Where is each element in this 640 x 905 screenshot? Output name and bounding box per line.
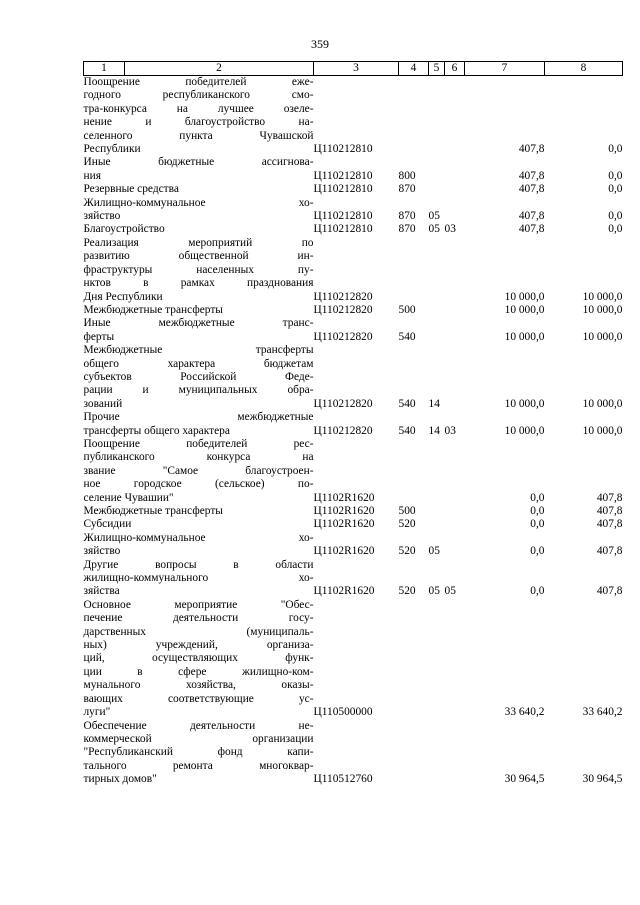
- table-row: [84, 532, 623, 559]
- row-value-8: 30 964,5: [582, 773, 623, 786]
- page-number: 359: [311, 37, 329, 51]
- row-pr: [445, 505, 465, 518]
- row-pr: [445, 197, 465, 224]
- row-name-line: ное городское (сельское) по-: [83, 478, 314, 491]
- row-name-line: тального ремонта многоквар-: [83, 759, 314, 772]
- row-name: [84, 344, 314, 411]
- row-pr: 03: [444, 424, 456, 437]
- row-rz: 05: [428, 223, 440, 236]
- row-name-line: дарственных (муниципаль-: [83, 625, 314, 638]
- row-name-line: Межбюджетные трансферты: [83, 303, 223, 316]
- column-header: 8: [545, 62, 623, 76]
- row-code: Ц110212820: [313, 424, 373, 437]
- row-name-line: Республики: [83, 143, 141, 156]
- row-value-7: 0,0: [530, 545, 545, 558]
- row-value-8: 10 000,0: [582, 424, 623, 437]
- row-pr: 03: [444, 223, 456, 236]
- row-value-7: 407,8: [518, 183, 545, 196]
- row-value-7: 10 000,0: [504, 424, 545, 437]
- row-name: [84, 505, 314, 518]
- table-row: [84, 197, 623, 224]
- row-vr: 520: [398, 585, 416, 598]
- row-name-line: общего характера бюджетам: [83, 357, 314, 370]
- row-value-8: 407,8: [596, 518, 623, 531]
- row-name-line: "Республиканский фонд капи-: [83, 746, 314, 759]
- row-code: Ц110212810: [313, 183, 373, 196]
- row-name-line: субъектов Российской Феде-: [83, 370, 314, 383]
- row-value-7: 0,0: [530, 585, 545, 598]
- row-code: Ц110500000: [313, 706, 373, 719]
- row-value-8: 407,8: [596, 585, 623, 598]
- row-rz: [429, 438, 445, 505]
- table-row: [84, 599, 623, 720]
- row-code: Ц110212810: [313, 169, 373, 182]
- row-name-line: Обеспечение деятельности не-: [83, 719, 314, 732]
- row-vr: [399, 438, 429, 505]
- row-pr: [445, 438, 465, 505]
- column-header: 1: [84, 62, 125, 76]
- row-code: Ц110512760: [313, 773, 373, 786]
- row-name: [84, 223, 314, 236]
- row-name-line: зований: [83, 397, 123, 410]
- row-rz: 05: [428, 210, 440, 223]
- row-vr: 540: [398, 330, 416, 343]
- row-name: [84, 197, 314, 224]
- row-pr: [445, 599, 465, 720]
- row-name-line: Резервные средства: [83, 183, 179, 196]
- row-rz: [429, 304, 445, 317]
- row-vr: 870: [398, 223, 416, 236]
- row-name-line: ных) учреждений, организа-: [83, 639, 314, 652]
- table-row: [84, 344, 623, 411]
- row-name: [84, 532, 314, 559]
- row-value-7: 0,0: [530, 518, 545, 531]
- row-rz: [429, 505, 445, 518]
- table-row: [84, 411, 623, 438]
- column-header: 2: [125, 62, 314, 76]
- row-name-line: коммерческой организации: [83, 732, 314, 745]
- row-vr: 540: [398, 424, 416, 437]
- row-pr: [445, 304, 465, 317]
- row-name-line: Жилищно-коммунальное хо-: [83, 196, 314, 209]
- row-pr: [445, 317, 465, 344]
- row-name-line: Другие вопросы в области: [83, 558, 314, 571]
- row-name-line: Межбюджетные трансферты: [83, 505, 223, 517]
- row-name-line: Субсидии: [83, 518, 132, 531]
- row-name-line: селение Чувашии": [83, 491, 174, 504]
- row-value-7: 10 000,0: [504, 303, 545, 316]
- table-row: [84, 304, 623, 317]
- budget-table: [83, 61, 623, 787]
- row-name-line: годного республиканского смо-: [83, 89, 314, 102]
- row-name-line: Прочие межбюджетные: [83, 411, 314, 424]
- row-pr: [445, 720, 465, 787]
- row-name-line: ций, осуществляющих функ-: [83, 652, 314, 665]
- row-name: [84, 156, 314, 183]
- row-name-line: рации и муниципальных обра-: [83, 384, 314, 397]
- row-name-line: Поощрение победителей еже-: [83, 76, 314, 88]
- column-header: 6: [445, 62, 465, 76]
- row-vr: 870: [398, 183, 416, 196]
- row-name-line: селенного пункта Чувашской: [83, 129, 314, 142]
- row-rz: [429, 518, 445, 531]
- row-value-8: 407,8: [596, 505, 623, 517]
- row-code: Ц110212810: [313, 143, 373, 156]
- column-header: 7: [465, 62, 545, 76]
- row-pr: [445, 156, 465, 183]
- table-row: [84, 438, 623, 505]
- row-name-line: развитию общественной ин-: [83, 250, 314, 263]
- row-name-line: нктов в рамках празднования: [83, 277, 314, 290]
- row-name: [84, 304, 314, 317]
- row-value-8: 10 000,0: [582, 303, 623, 316]
- row-name-line: трансферты общего характера: [83, 424, 230, 437]
- row-value-7: 0,0: [530, 505, 545, 517]
- table-header-row: [84, 62, 623, 76]
- row-value-8: 0,0: [608, 210, 623, 223]
- row-rz: 05: [428, 585, 440, 598]
- table-row: [84, 505, 623, 518]
- row-name-line: зяйства: [83, 585, 120, 598]
- row-vr: 800: [398, 169, 416, 182]
- table-row: [84, 76, 623, 157]
- row-value-8: 0,0: [608, 183, 623, 196]
- row-pr: [445, 76, 465, 157]
- table-row: [84, 720, 623, 787]
- row-name: [84, 317, 314, 344]
- row-name-line: ферты: [83, 330, 115, 343]
- row-name: [84, 237, 314, 304]
- row-rz: [429, 76, 445, 157]
- row-name: [84, 183, 314, 196]
- row-value-7: 10 000,0: [504, 330, 545, 343]
- row-value-7: 407,8: [518, 169, 545, 182]
- row-code: Ц1102R1620: [313, 505, 375, 517]
- row-value-8: 0,0: [608, 143, 623, 156]
- row-rz: [429, 720, 445, 787]
- row-pr: [445, 344, 465, 411]
- row-name-line: луги": [83, 706, 111, 719]
- row-name: [84, 559, 314, 599]
- row-pr: [445, 518, 465, 531]
- table-row: [84, 223, 623, 236]
- row-name-line: Основное мероприятие "Обес-: [83, 598, 314, 611]
- row-name-line: ния: [83, 169, 101, 182]
- row-value-8: 407,8: [596, 545, 623, 558]
- table-row: [84, 559, 623, 599]
- row-rz: 14: [428, 424, 440, 437]
- row-pr: [445, 237, 465, 304]
- row-rz: [429, 237, 445, 304]
- row-vr: 540: [398, 397, 416, 410]
- row-rz: [429, 183, 445, 196]
- row-code: Ц1102R1620: [313, 518, 375, 531]
- row-rz: [429, 599, 445, 720]
- row-name: [84, 76, 314, 157]
- row-code: Ц1102R1620: [313, 491, 375, 504]
- row-name-line: зяйство: [83, 545, 121, 558]
- column-header: 3: [314, 62, 399, 76]
- row-name: [84, 411, 314, 438]
- table-row: [84, 518, 623, 531]
- row-name-line: вающих соответствующие ус-: [83, 692, 314, 705]
- row-value-8: 0,0: [608, 223, 623, 236]
- row-pr: [445, 183, 465, 196]
- row-value-7: 0,0: [530, 491, 545, 504]
- row-vr: 500: [398, 303, 416, 316]
- row-rz: 14: [428, 397, 440, 410]
- row-value-8: 407,8: [596, 491, 623, 504]
- row-name-line: мунального хозяйства, оказы-: [83, 679, 314, 692]
- row-pr: [445, 532, 465, 559]
- row-value-8: 33 640,2: [582, 706, 623, 719]
- row-vr: [399, 76, 429, 157]
- row-code: Ц110212820: [313, 303, 373, 316]
- row-value-7: 407,8: [518, 210, 545, 223]
- row-code: Ц1102R1620: [313, 545, 375, 558]
- row-value-8: 10 000,0: [582, 397, 623, 410]
- row-value-8: 10 000,0: [582, 330, 623, 343]
- row-name-line: Межбюджетные трансферты: [83, 344, 314, 357]
- row-code: Ц110212810: [313, 210, 373, 223]
- row-name: [84, 518, 314, 531]
- row-vr: 870: [398, 210, 416, 223]
- row-value-7: 10 000,0: [504, 290, 545, 303]
- row-vr: [399, 599, 429, 720]
- table-row: [84, 156, 623, 183]
- row-name-line: печение деятельности госу-: [83, 612, 314, 625]
- row-code: Ц110212820: [313, 397, 373, 410]
- row-vr: [399, 237, 429, 304]
- row-vr: 500: [398, 505, 416, 517]
- row-name-line: Поощрение победителей рес-: [83, 437, 314, 450]
- row-code: Ц110212820: [313, 330, 373, 343]
- row-name-line: тра-конкурса на лучшее озеле-: [83, 102, 314, 115]
- row-name: [84, 438, 314, 505]
- table-row: [84, 317, 623, 344]
- table-row: [84, 183, 623, 196]
- row-value-7: 33 640,2: [504, 706, 545, 719]
- row-code: Ц1102R1620: [313, 585, 375, 598]
- row-name-line: нение и благоустройство на-: [83, 116, 314, 129]
- row-value-8: 0,0: [608, 169, 623, 182]
- row-name-line: Благоустройство: [83, 223, 165, 236]
- row-name-line: тирных домов": [83, 773, 157, 786]
- row-value-8: 10 000,0: [582, 290, 623, 303]
- row-value-7: 10 000,0: [504, 397, 545, 410]
- column-header: 5: [429, 62, 445, 76]
- row-vr: 520: [398, 518, 416, 531]
- row-name-line: жилищно-коммунального хо-: [83, 572, 314, 585]
- row-name-line: фраструктуры населенных пу-: [83, 263, 314, 276]
- row-name-line: Реализация мероприятий по: [83, 236, 314, 249]
- table-row: [84, 237, 623, 304]
- row-name-line: Иные межбюджетные транс-: [83, 317, 314, 330]
- row-name-line: звание "Самое благоустроен-: [83, 464, 314, 477]
- row-rz: [429, 156, 445, 183]
- row-pr: 05: [444, 585, 456, 598]
- row-name-line: зяйство: [83, 210, 121, 223]
- row-rz: 05: [428, 545, 440, 558]
- row-rz: [429, 317, 445, 344]
- row-vr: 520: [398, 545, 416, 558]
- row-vr: [399, 720, 429, 787]
- row-name-line: Жилищно-коммунальное хо-: [83, 531, 314, 544]
- column-header: 4: [399, 62, 429, 76]
- row-value-7: 407,8: [518, 223, 545, 236]
- row-code: Ц110212820: [313, 290, 373, 303]
- row-name-line: Иные бюджетные ассигнова-: [83, 156, 314, 169]
- row-name: [84, 720, 314, 787]
- row-name-line: ции в сфере жилищно-ком-: [83, 665, 314, 678]
- row-name: [84, 599, 314, 720]
- row-value-7: 407,8: [518, 143, 545, 156]
- row-code: Ц110212810: [313, 223, 373, 236]
- row-value-7: 30 964,5: [504, 773, 545, 786]
- row-name-line: публиканского конкурса на: [83, 451, 314, 464]
- row-name-line: Дня Республики: [83, 290, 163, 303]
